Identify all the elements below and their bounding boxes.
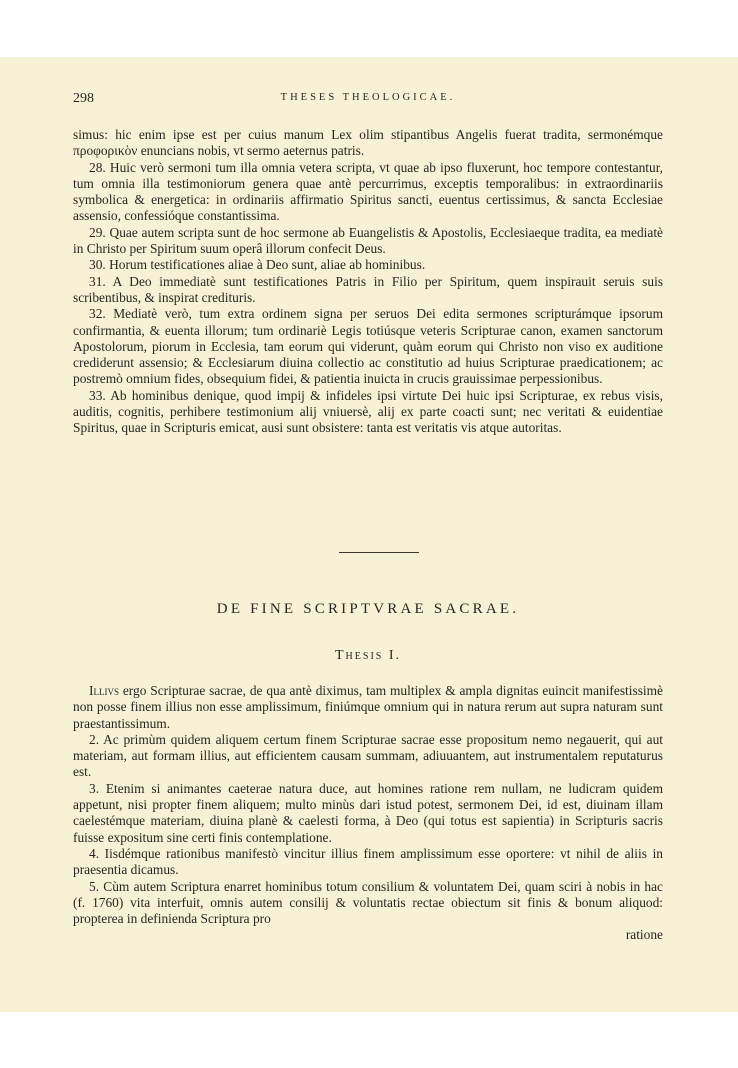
paragraph-5: 5. Cùm autem Scriptura enarret hominibus totum consilium & voluntatem Dei, quam sciri à nobis in hac (f. 1760) vita interfuit, omnis autem consilij & voluntatis rectae obiectum sit finis & bonum aliquod: propterea in definienda Scriptura pro [73,878,663,927]
running-title: THESES THEOLOGICAE. [280,92,456,103]
section-divider [339,552,419,553]
paragraph-4: 4. Iisdémque rationibus manifestò vincitur illius finem amplissimum esse oportere: vt nihil de aliis in praesentia dicamus. [73,845,663,878]
page-number: 298 [73,91,94,106]
book-page [0,57,738,1012]
paragraph-3: 3. Etenim si animantes caeterae natura duce, aut homines ratione rem nullam, ne ludicram quidem appetunt, nisi propter finem aliquem; multo minùs dari istud potest, sermonem Dei, id est, diuinam illam caelestémque materiam, diuina planè & caelesti forma, à Deo (qui totus est sapientia) in Scripturis sacris fuisse expositum sine certi finis contemplatione. [73,780,663,845]
paragraph-1 [73,683,663,732]
initial-word: Illivs [89,683,119,698]
text-block-section [73,683,663,944]
paragraph-28: 28. Huic verò sermoni tum illa omnia vetera scripta, vt quae ab ipso fluxerunt, hoc tempore contestantur, tum omnia illa testimoniorum genera quae antè percurrimus, exceptis temporalibus: in extraordinariis symbolica & energetica: in ordinariis affirmatio Spiritus sancti, euentus certissimus, & sancta Ecclesiae assensio, confessióque constantissima. [73,159,663,224]
paragraph-32: 32. Mediatè verò, tum extra ordinem signa per seruos Dei edita sermones scripturámque ipsorum confirmantia, & euenta illorum; tum ordinariè Legis totiúsque veteris Scripturae canon, examen sanctorum Apostolorum, piorum in Ecclesia, tam eorum qui viderunt, quàm eorum qui Christo non viso ex auditione crediderunt assensio; & Ecclesiarum diuina collectio ac constitutio ad huius Scripturae praedicationem; ac postremò omnium fides, obsequium fidei, & patientia inuicta in crucis grauissimae perpessionibus. [73,306,663,387]
paragraph-29: 29. Quae autem scripta sunt de hoc sermone ab Euangelistis & Apostolis, Ecclesiaeque tradita, ea mediatè in Christo per Spiritum suum operâ illorum confecit Deus. [73,224,663,257]
paragraph-2: 2. Ac primùm quidem aliquem certum finem Scripturae sacrae esse propositum nemo negauerit, qui aut materiam, aut formam illius, aut efficientem causam summam, adiuuantem, aut instrumentalem reputaturus est. [73,731,663,780]
paragraph-31: 31. A Deo immediatè sunt testificationes Patris in Filio per Spiritum, quem inspirauit seruis suis scribentibus, & inspirat credituris. [73,273,663,305]
thesis-heading: Thesis I. [335,648,401,663]
catchword: ratione [625,927,663,943]
paragraph-continuation: simus: hic enim ipse est per cuius manum Lex olim stipantibus Angelis fuerat tradita, sermonémque προφορικὸν enuncians nobis, vt sermo aeternus patris. [73,127,663,159]
paragraph-33: 33. Ab hominibus denique, quod impij & infideles ipsi virtute Dei huic ipsi Scripturae, ex rebus visis, auditis, cognitis, perhibere testimonium alij vniuersè, alij ex parte coacti sunt; nec veritati & euidentiae Spiritus, quae in Scripturis emicat, ausi sunt obsistere: tanta est veritatis vis atque autoritas. [73,387,663,436]
section-heading: DE FINE SCRIPTVRAE SACRAE. [216,601,520,617]
running-head [73,91,663,111]
text-block-top [73,127,663,437]
paragraph-1-text: ergo Scripturae sacrae, de qua antè diximus, tam multiplex & ampla dignitas euincit manifestissimè non posse finem illius non esse amplissimum, finiúmque omnium qui in natura rerum aut supra naturam sunt praestantissimum. [73,683,663,731]
paragraph-30: 30. Horum testificationes aliae à Deo sunt, aliae ab hominibus. [89,257,426,273]
